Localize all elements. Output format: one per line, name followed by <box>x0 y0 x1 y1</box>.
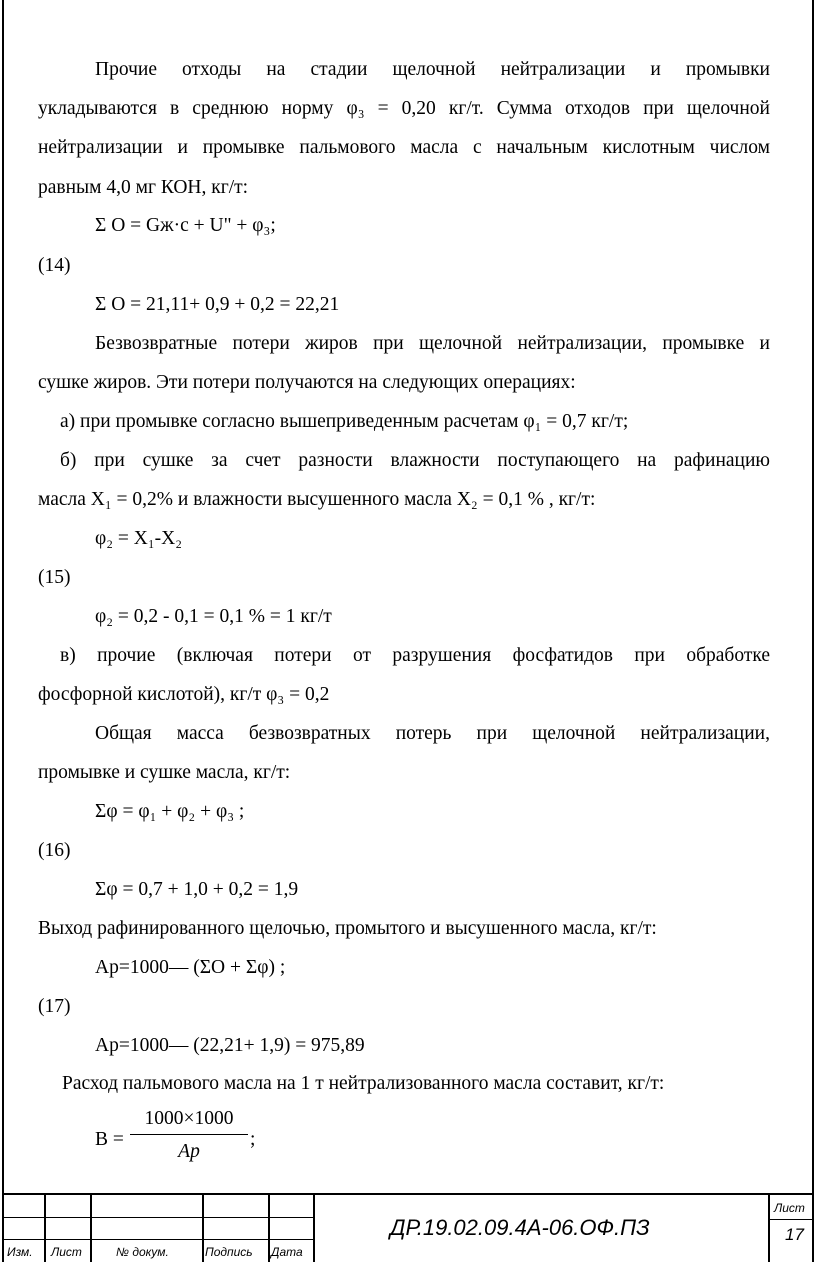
para1-line1: Прочие отходы на стадии щелочной нейтрализации и промывки <box>95 59 770 80</box>
item-a: а) при промывке согласно вышеприведенным расчетам φ₁ = 0,7 кг/т; <box>60 411 629 432</box>
para4: Выход рафинированного щелочью, промытого и высушенного масла, кг/т: <box>38 918 657 939</box>
label-izm: Изм. <box>7 1245 33 1259</box>
eq14-formula: Σ O = Gж·с + U" + φ₃; <box>95 215 276 236</box>
eq17-calc: Aр=1000— (22,21+ 1,9) = 975,89 <box>95 1035 365 1056</box>
eq15-number: (15) <box>38 567 71 588</box>
para1-line4: равным 4,0 мг КОН, кг/т: <box>38 177 249 198</box>
item-c-line2: фосфорной кислотой), кг/т φ₃ = 0,2 <box>38 684 330 705</box>
item-c-line1: в) прочие (включая потери от разрушения фосфатидов при обработке <box>60 645 770 666</box>
label-podpis: Подпись <box>205 1245 253 1259</box>
document-code: ДР.19.02.09.4А-06.ОФ.ПЗ <box>390 1215 650 1240</box>
eq15-formula: φ₂ = X₁-X₂ <box>95 528 183 549</box>
para3-line2: промывке и сушке масла, кг/т: <box>38 762 291 783</box>
eq18-fraction <box>130 1108 248 1163</box>
eq14-calc: Σ O = 21,11+ 0,9 + 0,2 = 22,21 <box>95 294 340 315</box>
eq16-number: (16) <box>38 840 71 861</box>
item-b-line2: масла X₁ = 0,2% и влажности высушенного масла X₂ = 0,1 % , кг/т: <box>38 489 596 510</box>
eq18-tail: ; <box>250 1129 256 1150</box>
label-data: Дата <box>271 1245 303 1259</box>
para1-line3: нейтрализации и промывке пальмового масла с начальным кислотным числом <box>38 137 770 158</box>
eq18-lhs: B = <box>95 1129 124 1150</box>
eq17-formula: Aр=1000— (ΣO + Σφ) ; <box>95 957 286 978</box>
eq14-number: (14) <box>38 255 71 276</box>
para3-line1: Общая масса безвозвратных потерь при щелочной нейтрализации, <box>95 723 770 744</box>
item-b-line1: б) при сушке за счет разности влажности поступающего на рафинацию <box>60 450 770 471</box>
para2-line1: Безвозвратные потери жиров при щелочной нейтрализации, промывке и <box>95 333 770 354</box>
eq17-number: (17) <box>38 996 71 1017</box>
eq18-numerator: 1000×1000 <box>130 1108 248 1135</box>
para5: Расход пальмового масла на 1 т нейтрализованного масла составит, кг/т: <box>62 1073 665 1094</box>
eq18-denominator: Ap <box>178 1141 200 1162</box>
eq16-formula: Σφ = φ₁ + φ₂ + φ₃ ; <box>95 801 245 822</box>
sheet-number: 17 <box>785 1225 804 1244</box>
label-list: Лист <box>51 1245 82 1259</box>
label-dokum: № докум. <box>116 1245 169 1259</box>
title-block <box>2 1193 814 1262</box>
para2-line2: сушке жиров. Эти потери получаются на следующих операциях: <box>38 372 576 393</box>
eq15-calc: φ₂ = 0,2 - 0,1 = 0,1 % = 1 кг/т <box>95 606 332 627</box>
sheet-label: Лист <box>774 1201 805 1215</box>
para1-line2: укладываются в среднюю норму φ₃ = 0,20 кг/т. Сумма отходов при щелочной <box>38 98 770 119</box>
eq16-calc: Σφ = 0,7 + 1,0 + 0,2 = 1,9 <box>95 879 299 900</box>
